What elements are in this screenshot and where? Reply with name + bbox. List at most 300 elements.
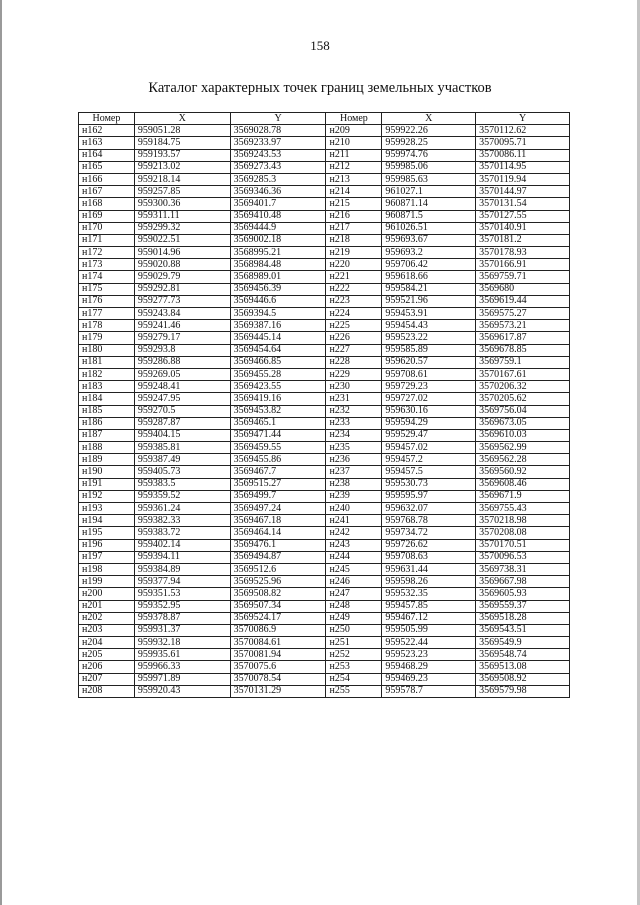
x-coordinate-right: 960871.5 xyxy=(382,210,476,222)
y-coordinate-right: 3569579.98 xyxy=(476,685,570,697)
point-number-right: н253 xyxy=(326,661,382,673)
y-coordinate-left: 3570131.29 xyxy=(230,685,326,697)
point-number-right: н235 xyxy=(326,442,382,454)
x-coordinate-right: 959928.25 xyxy=(382,137,476,149)
y-coordinate-right: 3569508.92 xyxy=(476,673,570,685)
x-coordinate-left: 959387.49 xyxy=(134,454,230,466)
page-title: Каталог характерных точек границ земельных участков xyxy=(148,80,492,96)
table-row xyxy=(79,137,570,149)
x-coordinate-left: 959359.52 xyxy=(134,490,230,502)
point-number-left: н207 xyxy=(79,673,135,685)
x-coordinate-left: 959248.41 xyxy=(134,381,230,393)
point-number-right: н227 xyxy=(326,344,382,356)
y-coordinate-left: 3569497.24 xyxy=(230,503,326,515)
point-number-left: н194 xyxy=(79,515,135,527)
x-coordinate-left: 959351.53 xyxy=(134,588,230,600)
header-y-right: Y xyxy=(476,113,570,125)
x-coordinate-right: 959457.85 xyxy=(382,600,476,612)
point-number-right: н254 xyxy=(326,673,382,685)
table-row xyxy=(79,344,570,356)
point-number-right: н222 xyxy=(326,283,382,295)
page-number: 158 xyxy=(310,38,330,53)
y-coordinate-right: 3569573.21 xyxy=(476,320,570,332)
x-coordinate-left: 959383.5 xyxy=(134,478,230,490)
y-coordinate-left: 3569285.3 xyxy=(230,173,326,185)
table-row xyxy=(79,478,570,490)
point-number-left: н185 xyxy=(79,405,135,417)
point-number-right: н242 xyxy=(326,527,382,539)
point-number-right: н251 xyxy=(326,637,382,649)
y-coordinate-left: 3569446.6 xyxy=(230,295,326,307)
x-coordinate-left: 959257.85 xyxy=(134,186,230,198)
table-row xyxy=(79,551,570,563)
x-coordinate-right: 959726.62 xyxy=(382,539,476,551)
point-number-right: н214 xyxy=(326,186,382,198)
x-coordinate-right: 959523.23 xyxy=(382,649,476,661)
x-coordinate-right: 959469.23 xyxy=(382,673,476,685)
x-coordinate-right: 959530.73 xyxy=(382,478,476,490)
table-row xyxy=(79,381,570,393)
y-coordinate-left: 3570081.94 xyxy=(230,649,326,661)
point-number-right: н234 xyxy=(326,429,382,441)
point-number-left: н166 xyxy=(79,173,135,185)
y-coordinate-left: 3569524.17 xyxy=(230,612,326,624)
y-coordinate-left: 3569467.18 xyxy=(230,515,326,527)
y-coordinate-left: 3569465.1 xyxy=(230,417,326,429)
point-number-right: н236 xyxy=(326,454,382,466)
point-number-left: н169 xyxy=(79,210,135,222)
point-number-left: н199 xyxy=(79,576,135,588)
y-coordinate-right: 3570218.98 xyxy=(476,515,570,527)
x-coordinate-left: 959292.81 xyxy=(134,283,230,295)
y-coordinate-left: 3569525.96 xyxy=(230,576,326,588)
y-coordinate-right: 3570170.51 xyxy=(476,539,570,551)
table-row xyxy=(79,454,570,466)
x-coordinate-right: 959693.67 xyxy=(382,234,476,246)
x-coordinate-right: 959922.26 xyxy=(382,125,476,137)
y-coordinate-left: 3569507.34 xyxy=(230,600,326,612)
y-coordinate-left: 3569456.39 xyxy=(230,283,326,295)
x-coordinate-right: 959631.44 xyxy=(382,563,476,575)
point-number-left: н165 xyxy=(79,161,135,173)
y-coordinate-right: 3569605.93 xyxy=(476,588,570,600)
point-number-left: н192 xyxy=(79,490,135,502)
x-coordinate-right: 959467.12 xyxy=(382,612,476,624)
table-row xyxy=(79,125,570,137)
y-coordinate-left: 3569471.44 xyxy=(230,429,326,441)
point-number-left: н195 xyxy=(79,527,135,539)
y-coordinate-left: 3569466.85 xyxy=(230,356,326,368)
x-coordinate-left: 959394.11 xyxy=(134,551,230,563)
y-coordinate-left: 3569476.1 xyxy=(230,539,326,551)
point-number-right: н215 xyxy=(326,198,382,210)
y-coordinate-right: 3570127.55 xyxy=(476,210,570,222)
x-coordinate-right: 959454.43 xyxy=(382,320,476,332)
y-coordinate-right: 3569562.28 xyxy=(476,454,570,466)
x-coordinate-right: 959974.76 xyxy=(382,149,476,161)
y-coordinate-right: 3570178.93 xyxy=(476,247,570,259)
x-coordinate-left: 959241.46 xyxy=(134,320,230,332)
table-row xyxy=(79,320,570,332)
y-coordinate-right: 3569562.99 xyxy=(476,442,570,454)
y-coordinate-right: 3570119.94 xyxy=(476,173,570,185)
point-number-left: н175 xyxy=(79,283,135,295)
x-coordinate-left: 959184.75 xyxy=(134,137,230,149)
point-number-left: н184 xyxy=(79,393,135,405)
point-number-right: н238 xyxy=(326,478,382,490)
point-number-left: н162 xyxy=(79,125,135,137)
point-number-right: н211 xyxy=(326,149,382,161)
y-coordinate-right: 3569548.74 xyxy=(476,649,570,661)
table-row xyxy=(79,673,570,685)
table-row xyxy=(79,576,570,588)
y-coordinate-right: 3570131.54 xyxy=(476,198,570,210)
table-row xyxy=(79,624,570,636)
x-coordinate-left: 959293.8 xyxy=(134,344,230,356)
point-number-left: н191 xyxy=(79,478,135,490)
y-coordinate-left: 3568995.21 xyxy=(230,247,326,259)
x-coordinate-right: 959595.97 xyxy=(382,490,476,502)
x-coordinate-left: 959277.73 xyxy=(134,295,230,307)
y-coordinate-left: 3570084.61 xyxy=(230,637,326,649)
y-coordinate-right: 3569608.46 xyxy=(476,478,570,490)
x-coordinate-left: 959287.87 xyxy=(134,417,230,429)
table-row xyxy=(79,442,570,454)
y-coordinate-right: 3569513.08 xyxy=(476,661,570,673)
y-coordinate-left: 3569454.64 xyxy=(230,344,326,356)
y-coordinate-left: 3569233.97 xyxy=(230,137,326,149)
y-coordinate-right: 3569559.37 xyxy=(476,600,570,612)
y-coordinate-right: 3569671.9 xyxy=(476,490,570,502)
x-coordinate-left: 959213.02 xyxy=(134,161,230,173)
table-row xyxy=(79,259,570,271)
table-row xyxy=(79,661,570,673)
point-number-right: н244 xyxy=(326,551,382,563)
point-number-right: н230 xyxy=(326,381,382,393)
y-coordinate-right: 3569667.98 xyxy=(476,576,570,588)
x-coordinate-right: 959584.21 xyxy=(382,283,476,295)
table-row xyxy=(79,186,570,198)
table-body xyxy=(79,125,570,698)
point-number-left: н206 xyxy=(79,661,135,673)
x-coordinate-right: 959630.16 xyxy=(382,405,476,417)
table-row xyxy=(79,417,570,429)
table-row xyxy=(79,466,570,478)
table-row xyxy=(79,429,570,441)
coordinates-table xyxy=(78,112,570,698)
y-coordinate-left: 3569467.7 xyxy=(230,466,326,478)
point-number-right: н237 xyxy=(326,466,382,478)
y-coordinate-right: 3569756.04 xyxy=(476,405,570,417)
table-row xyxy=(79,332,570,344)
x-coordinate-right: 959727.02 xyxy=(382,393,476,405)
y-coordinate-left: 3569464.14 xyxy=(230,527,326,539)
y-coordinate-right: 3569543.51 xyxy=(476,624,570,636)
header-y-left: Y xyxy=(230,113,326,125)
y-coordinate-right: 3570205.62 xyxy=(476,393,570,405)
point-number-right: н239 xyxy=(326,490,382,502)
x-coordinate-right: 959734.72 xyxy=(382,527,476,539)
point-number-left: н176 xyxy=(79,295,135,307)
table-row xyxy=(79,490,570,502)
x-coordinate-left: 959932.18 xyxy=(134,637,230,649)
x-coordinate-left: 959269.05 xyxy=(134,368,230,380)
x-coordinate-right: 959632.07 xyxy=(382,503,476,515)
table-row xyxy=(79,637,570,649)
y-coordinate-right: 3569678.85 xyxy=(476,344,570,356)
point-number-right: н223 xyxy=(326,295,382,307)
point-number-right: н216 xyxy=(326,210,382,222)
table-row xyxy=(79,685,570,697)
point-number-left: н205 xyxy=(79,649,135,661)
point-number-right: н246 xyxy=(326,576,382,588)
point-number-left: н172 xyxy=(79,247,135,259)
x-coordinate-left: 959279.17 xyxy=(134,332,230,344)
x-coordinate-right: 959457.5 xyxy=(382,466,476,478)
point-number-left: н201 xyxy=(79,600,135,612)
point-number-left: н170 xyxy=(79,222,135,234)
point-number-left: н167 xyxy=(79,186,135,198)
x-coordinate-left: 959247.95 xyxy=(134,393,230,405)
scan-edge-left xyxy=(0,0,2,905)
y-coordinate-left: 3569494.87 xyxy=(230,551,326,563)
x-coordinate-left: 959014.96 xyxy=(134,247,230,259)
x-coordinate-left: 959020.88 xyxy=(134,259,230,271)
y-coordinate-right: 3569759.71 xyxy=(476,271,570,283)
point-number-right: н229 xyxy=(326,368,382,380)
table-row xyxy=(79,539,570,551)
y-coordinate-right: 3569755.43 xyxy=(476,503,570,515)
point-number-right: н217 xyxy=(326,222,382,234)
y-coordinate-left: 3569445.14 xyxy=(230,332,326,344)
y-coordinate-left: 3568989.01 xyxy=(230,271,326,283)
point-number-right: н240 xyxy=(326,503,382,515)
table-row xyxy=(79,234,570,246)
table-header-row xyxy=(79,113,570,125)
y-coordinate-left: 3569508.82 xyxy=(230,588,326,600)
x-coordinate-right: 959594.29 xyxy=(382,417,476,429)
y-coordinate-left: 3569028.78 xyxy=(230,125,326,137)
y-coordinate-left: 3569419.16 xyxy=(230,393,326,405)
x-coordinate-left: 959377.94 xyxy=(134,576,230,588)
x-coordinate-left: 959243.84 xyxy=(134,308,230,320)
point-number-left: н208 xyxy=(79,685,135,697)
point-number-right: н221 xyxy=(326,271,382,283)
y-coordinate-left: 3569455.28 xyxy=(230,368,326,380)
point-number-right: н232 xyxy=(326,405,382,417)
x-coordinate-right: 959620.57 xyxy=(382,356,476,368)
point-number-left: н190 xyxy=(79,466,135,478)
y-coordinate-left: 3569002.18 xyxy=(230,234,326,246)
y-coordinate-left: 3569243.53 xyxy=(230,149,326,161)
y-coordinate-right: 3570144.97 xyxy=(476,186,570,198)
y-coordinate-left: 3569444.9 xyxy=(230,222,326,234)
point-number-right: н213 xyxy=(326,173,382,185)
y-coordinate-right: 3570086.11 xyxy=(476,149,570,161)
x-coordinate-right: 959529.47 xyxy=(382,429,476,441)
y-coordinate-right: 3570206.32 xyxy=(476,381,570,393)
x-coordinate-right: 959521.96 xyxy=(382,295,476,307)
point-number-left: н177 xyxy=(79,308,135,320)
x-coordinate-left: 959920.43 xyxy=(134,685,230,697)
x-coordinate-right: 959693.2 xyxy=(382,247,476,259)
table-row xyxy=(79,271,570,283)
point-number-left: н193 xyxy=(79,503,135,515)
header-x-right: X xyxy=(382,113,476,125)
table-row xyxy=(79,283,570,295)
point-number-right: н247 xyxy=(326,588,382,600)
point-number-right: н243 xyxy=(326,539,382,551)
header-x-left: X xyxy=(134,113,230,125)
point-number-left: н182 xyxy=(79,368,135,380)
point-number-right: н210 xyxy=(326,137,382,149)
point-number-right: н225 xyxy=(326,320,382,332)
y-coordinate-left: 3570078.54 xyxy=(230,673,326,685)
point-number-left: н163 xyxy=(79,137,135,149)
x-coordinate-left: 959383.72 xyxy=(134,527,230,539)
point-number-left: н180 xyxy=(79,344,135,356)
point-number-right: н228 xyxy=(326,356,382,368)
x-coordinate-left: 959405.73 xyxy=(134,466,230,478)
point-number-left: н178 xyxy=(79,320,135,332)
x-coordinate-left: 959971.89 xyxy=(134,673,230,685)
y-coordinate-right: 3569560.92 xyxy=(476,466,570,478)
x-coordinate-left: 959029.79 xyxy=(134,271,230,283)
table-row xyxy=(79,356,570,368)
point-number-right: н231 xyxy=(326,393,382,405)
y-coordinate-right: 3569619.44 xyxy=(476,295,570,307)
point-number-left: н196 xyxy=(79,539,135,551)
x-coordinate-left: 959311.11 xyxy=(134,210,230,222)
y-coordinate-left: 3569459.55 xyxy=(230,442,326,454)
table-row xyxy=(79,600,570,612)
y-coordinate-left: 3569387.16 xyxy=(230,320,326,332)
point-number-left: н179 xyxy=(79,332,135,344)
x-coordinate-right: 959985.63 xyxy=(382,173,476,185)
point-number-left: н202 xyxy=(79,612,135,624)
x-coordinate-right: 959708.63 xyxy=(382,551,476,563)
x-coordinate-right: 959729.23 xyxy=(382,381,476,393)
y-coordinate-left: 3569410.48 xyxy=(230,210,326,222)
point-number-right: н252 xyxy=(326,649,382,661)
table-row xyxy=(79,515,570,527)
x-coordinate-left: 959382.33 xyxy=(134,515,230,527)
y-coordinate-left: 3569453.82 xyxy=(230,405,326,417)
y-coordinate-right: 3570112.62 xyxy=(476,125,570,137)
point-number-left: н168 xyxy=(79,198,135,210)
point-number-right: н218 xyxy=(326,234,382,246)
point-number-left: н181 xyxy=(79,356,135,368)
table-row xyxy=(79,295,570,307)
table-row xyxy=(79,588,570,600)
y-coordinate-right: 3569673.05 xyxy=(476,417,570,429)
point-number-left: н183 xyxy=(79,381,135,393)
point-number-right: н241 xyxy=(326,515,382,527)
point-number-left: н174 xyxy=(79,271,135,283)
point-number-left: н204 xyxy=(79,637,135,649)
point-number-right: н249 xyxy=(326,612,382,624)
table-row xyxy=(79,503,570,515)
x-coordinate-right: 959468.29 xyxy=(382,661,476,673)
point-number-left: н197 xyxy=(79,551,135,563)
table-row xyxy=(79,222,570,234)
y-coordinate-left: 3569346.36 xyxy=(230,186,326,198)
point-number-right: н245 xyxy=(326,563,382,575)
point-number-left: н188 xyxy=(79,442,135,454)
point-number-left: н203 xyxy=(79,624,135,636)
header-number-right: Номер xyxy=(326,113,382,125)
x-coordinate-right: 959706.42 xyxy=(382,259,476,271)
x-coordinate-right: 961027.1 xyxy=(382,186,476,198)
x-coordinate-right: 959708.61 xyxy=(382,368,476,380)
x-coordinate-left: 959385.81 xyxy=(134,442,230,454)
x-coordinate-left: 959402.14 xyxy=(134,539,230,551)
point-number-right: н224 xyxy=(326,308,382,320)
x-coordinate-right: 959457.02 xyxy=(382,442,476,454)
x-coordinate-right: 959505.99 xyxy=(382,624,476,636)
x-coordinate-left: 959193.57 xyxy=(134,149,230,161)
table-row xyxy=(79,527,570,539)
y-coordinate-right: 3569617.87 xyxy=(476,332,570,344)
y-coordinate-right: 3570166.91 xyxy=(476,259,570,271)
point-number-left: н189 xyxy=(79,454,135,466)
y-coordinate-left: 3570075.6 xyxy=(230,661,326,673)
y-coordinate-left: 3569515.27 xyxy=(230,478,326,490)
y-coordinate-left: 3569273.43 xyxy=(230,161,326,173)
y-coordinate-right: 3570167.61 xyxy=(476,368,570,380)
point-number-right: н212 xyxy=(326,161,382,173)
table-row xyxy=(79,308,570,320)
table-row xyxy=(79,173,570,185)
point-number-left: н173 xyxy=(79,259,135,271)
x-coordinate-left: 959361.24 xyxy=(134,503,230,515)
x-coordinate-left: 959218.14 xyxy=(134,173,230,185)
x-coordinate-left: 959378.87 xyxy=(134,612,230,624)
point-number-right: н219 xyxy=(326,247,382,259)
x-coordinate-right: 959768.78 xyxy=(382,515,476,527)
x-coordinate-right: 959453.91 xyxy=(382,308,476,320)
y-coordinate-right: 3569610.03 xyxy=(476,429,570,441)
point-number-right: н233 xyxy=(326,417,382,429)
x-coordinate-left: 959022.51 xyxy=(134,234,230,246)
point-number-right: н250 xyxy=(326,624,382,636)
point-number-right: н255 xyxy=(326,685,382,697)
x-coordinate-left: 959299.32 xyxy=(134,222,230,234)
y-coordinate-right: 3569759.1 xyxy=(476,356,570,368)
table-row xyxy=(79,149,570,161)
point-number-right: н209 xyxy=(326,125,382,137)
point-number-left: н198 xyxy=(79,563,135,575)
point-number-right: н226 xyxy=(326,332,382,344)
y-coordinate-left: 3569401.7 xyxy=(230,198,326,210)
y-coordinate-left: 3570086.9 xyxy=(230,624,326,636)
x-coordinate-left: 959352.95 xyxy=(134,600,230,612)
y-coordinate-left: 3569394.5 xyxy=(230,308,326,320)
y-coordinate-right: 3570095.71 xyxy=(476,137,570,149)
y-coordinate-right: 3570208.08 xyxy=(476,527,570,539)
point-number-left: н164 xyxy=(79,149,135,161)
point-number-left: н200 xyxy=(79,588,135,600)
point-number-right: н248 xyxy=(326,600,382,612)
x-coordinate-right: 959598.26 xyxy=(382,576,476,588)
point-number-right: н220 xyxy=(326,259,382,271)
y-coordinate-right: 3569575.27 xyxy=(476,308,570,320)
y-coordinate-right: 3569680 xyxy=(476,283,570,295)
header-number-left: Номер xyxy=(79,113,135,125)
x-coordinate-right: 961026.51 xyxy=(382,222,476,234)
point-number-left: н187 xyxy=(79,429,135,441)
x-coordinate-right: 959618.66 xyxy=(382,271,476,283)
